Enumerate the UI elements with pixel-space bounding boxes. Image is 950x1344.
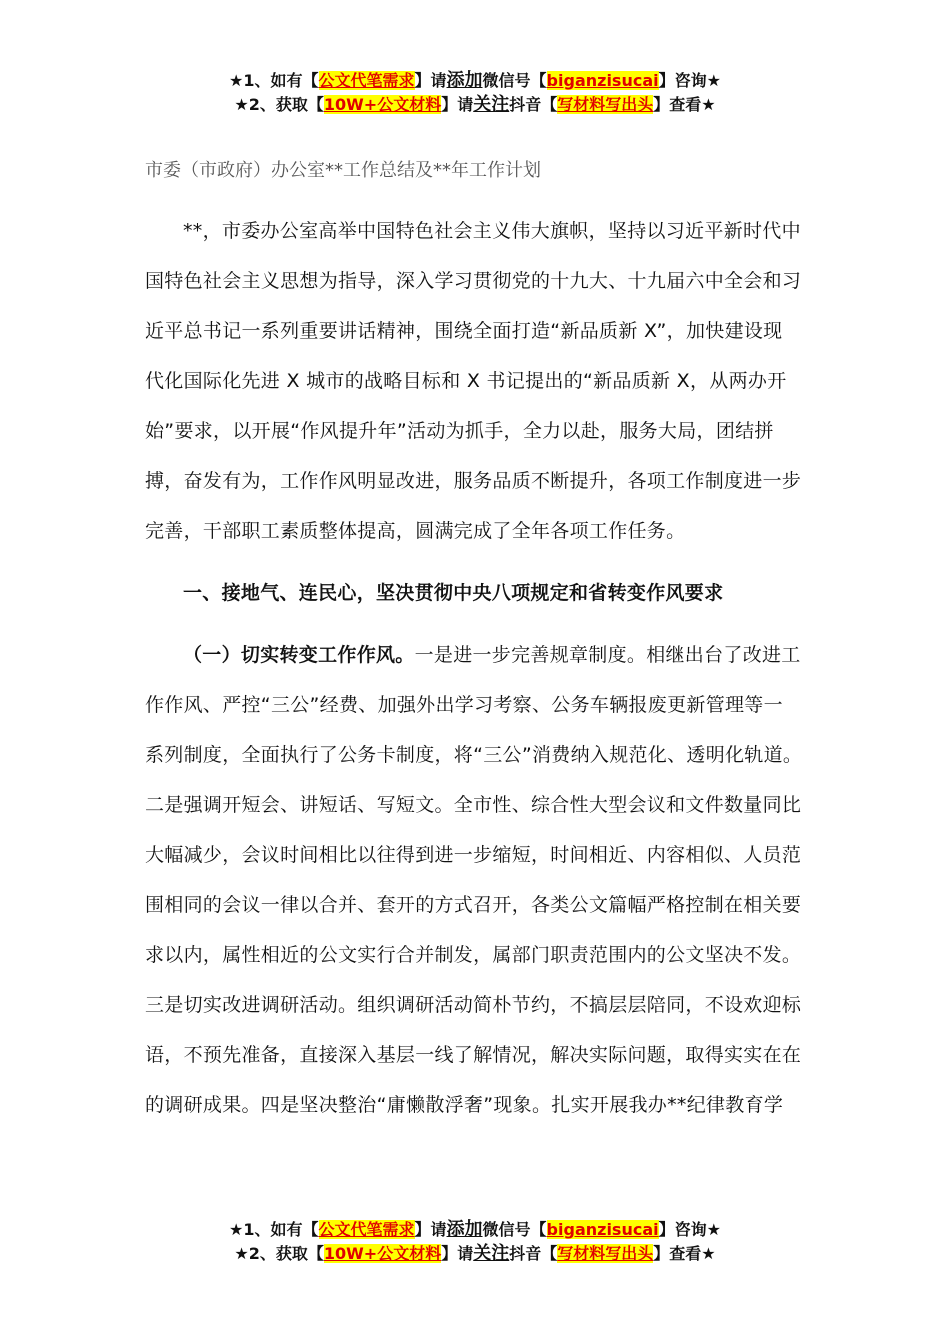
paragraph-line: 大幅减少，会议时间相比以往得到进一步缩短，时间相近、内容相似、人员范 [145, 844, 802, 866]
paragraph-line: 作作风、严控“三公”经费、加强外出学习考察、公务车辆报废更新管理等一 [145, 694, 783, 716]
highlight: 公文代笔需求 [318, 71, 415, 90]
paragraph-line: 系列制度，全面执行了公务卡制度，将“三公”消费纳入规范化、透明化轨道。 [145, 744, 803, 766]
highlight: 公文代笔需求 [318, 1220, 415, 1239]
text: 】请 [414, 71, 447, 90]
promo-line-2 [0, 93, 950, 117]
text: 】查看★ [653, 1244, 716, 1263]
text: ★1、如有【 [229, 71, 319, 90]
text: ★1、如有【 [229, 1220, 319, 1239]
text: ★2、获取【 [234, 95, 324, 114]
emphasis: 添加 [446, 70, 483, 91]
document-title: 市委（市政府）办公室**工作总结及**年工作计划 [145, 160, 541, 181]
text: 抖音【 [509, 1244, 558, 1263]
douyin-id: 写材料写出头 [557, 1244, 654, 1263]
paragraph-line: 求以内，属性相近的公文实行合并制发，属部门职责范围内的公文坚决不发。 [145, 944, 802, 966]
paragraph-line: 二是强调开短会、讲短话、写短文。全市性、综合性大型会议和文件数量同比 [145, 794, 802, 816]
paragraph-line: 围相同的会议一律以合并、套开的方式召开，各类公文篇幅严格控制在相关要 [145, 894, 802, 916]
paragraph-line: 近平总书记一系列重要讲话精神，围绕全面打造“新品质新 X”，加快建设现 [145, 320, 783, 342]
promo-line-2 [0, 1242, 950, 1266]
text: 微信号【 [482, 71, 547, 90]
paragraph-line: 完善，干部职工素质整体提高，圆满完成了全年各项工作任务。 [145, 520, 686, 542]
text: 一是进一步完善规章制度。相继出台了改进工 [414, 644, 801, 666]
text: 】查看★ [653, 95, 716, 114]
promo-line-1 [0, 69, 950, 93]
paragraph-line [145, 630, 825, 680]
paragraph-line: 的调研成果。四是坚决整治“庸懒散浮奢”现象。扎实开展我办**纪律教育学 [145, 1094, 784, 1116]
emphasis: 添加 [446, 1219, 483, 1240]
text: 抖音【 [509, 95, 558, 114]
paragraph-line: 国特色社会主义思想为指导，深入学习贯彻党的十九大、十九届六中全会和习 [145, 270, 802, 292]
text: 微信号【 [482, 1220, 547, 1239]
spacer [145, 556, 825, 568]
douyin-id: 写材料写出头 [557, 95, 654, 114]
text: 】咨询★ [658, 71, 721, 90]
emphasis: 关注 [473, 94, 510, 115]
emphasis: 关注 [473, 1243, 510, 1264]
highlight: 10W+公文材料 [323, 1244, 442, 1263]
text: 】请 [441, 1244, 474, 1263]
paragraph-line: **，市委办公室高举中国特色社会主义伟大旗帜，坚持以习近平新时代中 [183, 220, 801, 242]
text: 】请 [441, 95, 474, 114]
promo-line-1 [0, 1218, 950, 1242]
promo-banner-top [0, 69, 950, 117]
wechat-id: biganzisucai [546, 1220, 659, 1239]
paragraph-line: 始”要求，以开展“作风提升年”活动为抓手，全力以赴，服务大局，团结拼 [145, 420, 774, 442]
highlight: 10W+公文材料 [323, 95, 442, 114]
paragraph-line: 语，不预先准备，直接深入基层一线了解情况，解决实际问题，取得实实在在 [145, 1044, 802, 1066]
text: 】请 [414, 1220, 447, 1239]
subsection-heading: （一）切实转变工作作风。 [183, 644, 415, 666]
promo-banner-bottom [0, 1218, 950, 1266]
text: 】咨询★ [658, 1220, 721, 1239]
paragraph-line: 代化国际化先进 X 城市的战略目标和 X 书记提出的“新品质新 X，从两办开 [145, 370, 787, 392]
section-heading: 一、接地气、连民心，坚决贯彻中央八项规定和省转变作风要求 [183, 582, 724, 604]
paragraph-line: 三是切实改进调研活动。组织调研活动简朴节约，不搞层层陪同，不设欢迎标 [145, 994, 802, 1016]
text: ★2、获取【 [234, 1244, 324, 1263]
document-body [145, 206, 825, 1130]
wechat-id: biganzisucai [546, 71, 659, 90]
paragraph-line: 搏，奋发有为，工作作风明显改进，服务品质不断提升，各项工作制度进一步 [145, 470, 802, 492]
